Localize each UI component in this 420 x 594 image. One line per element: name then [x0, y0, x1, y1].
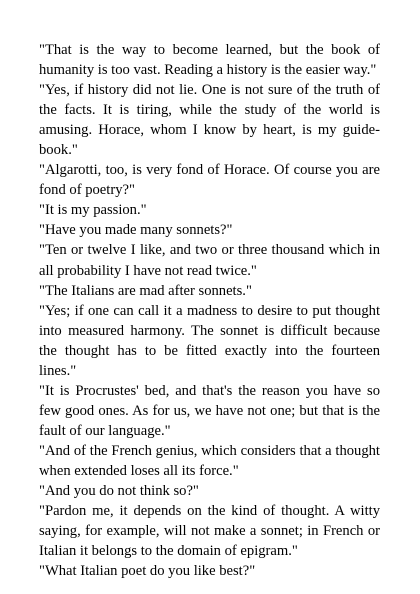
paragraph: "Algarotti, too, is very fond of Horace. Of course you are fond of poetry?": [39, 162, 380, 199]
paragraph: "Ten or twelve I like, and two or three thousand which in all probability I have not read twice.": [39, 242, 380, 279]
paragraph: "And you do not think so?": [39, 483, 199, 500]
paragraph: "Have you made many sonnets?": [39, 222, 233, 239]
paragraph: "Yes; if one can call it a madness to desire to put thought into measured harmony. The sonnet is difficult because the thought has to be fitted exactly into the fourteen lines.": [39, 302, 380, 379]
paragraph: "It is my passion.": [39, 202, 147, 219]
paragraph: "Pardon me, it depends on the kind of thought. A witty saying, for example, will not make a sonnet; in French or Italian it belongs to the domain of epigram.": [39, 503, 380, 560]
paragraph: "The Italians are mad after sonnets.": [39, 282, 252, 299]
paragraph: "Yes, if history did not lie. One is not sure of the truth of the facts. It is tiring, while the study of the world is amusing. Horace, whom I know by heart, is my guide-book.": [39, 82, 380, 159]
paragraph: "What Italian poet do you like best?": [39, 563, 256, 580]
paragraph: "That is the way to become learned, but the book of humanity is too vast. Reading a history is the easier way.": [39, 42, 380, 79]
paragraph: "It is Procrustes' bed, and that's the reason you have so few good ones. As for us, we have not one; but that is the fault of our language.": [39, 382, 380, 439]
page-text-block: [39, 40, 380, 581]
paragraph: "And of the French genius, which considers that a thought when extended loses all its force.": [39, 442, 380, 479]
